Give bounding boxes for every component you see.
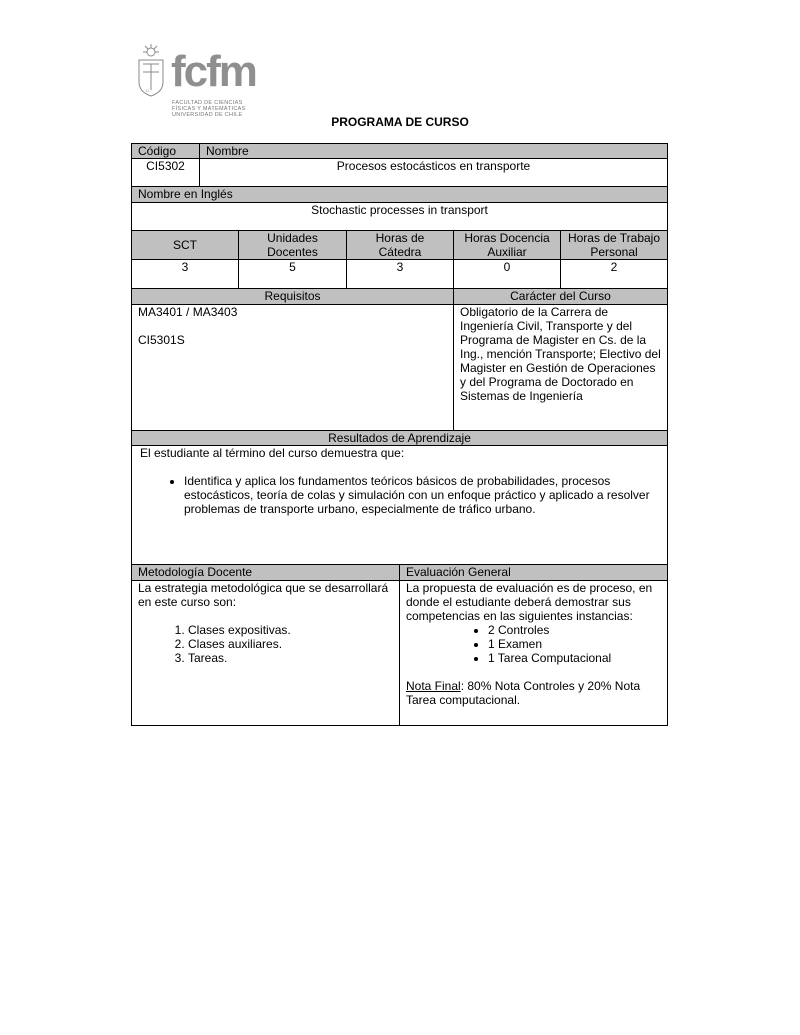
list-item: • Identifica y aplica los fundamentos teóricos básicos de probabilidades, procesos estocásticos, teoría de colas y simulación con un enfoque práctico y aplicado a resolver problemas de transporte urbano, especialmente de tráfico urbano. <box>184 474 659 516</box>
learning-outcomes-list <box>140 474 659 516</box>
methodology-label: Metodología Docente <box>132 565 400 580</box>
course-character-text: Obligatorio de la Carrera de Ingeniería Civil, Transporte y del Programa de Magister en Cs. de la Ing., mención Transporte; Electivo del Magister en Gestión de Operaciones y del Programa de Doctorado en Sistemas de Ingeniería <box>454 304 668 430</box>
methodology-list <box>138 623 393 665</box>
list-item: 3. Tareas. <box>188 651 393 665</box>
requirement-item: CI5301S <box>138 332 185 347</box>
requirements-cell <box>132 304 454 430</box>
list-item: 1. Clases expositivas. <box>188 623 393 637</box>
english-name-label: Nombre en Inglés <box>132 187 668 202</box>
course-name: Procesos estocásticos en transporte <box>200 159 668 187</box>
final-grade-label: Nota Final <box>406 678 461 693</box>
list-item: • 2 Controles <box>488 623 661 637</box>
learning-outcomes-cell <box>132 446 668 565</box>
svg-text:U: U <box>146 88 149 93</box>
learning-outcomes-label: Resultados de Aprendizaje <box>132 431 668 446</box>
auxiliary-hours-header: Horas Docencia Auxiliar <box>454 231 561 260</box>
learning-outcomes-table <box>131 431 668 566</box>
final-grade-text <box>406 679 661 707</box>
sct-value: 3 <box>132 260 239 289</box>
course-code: CI5302 <box>132 159 200 187</box>
evaluation-cell <box>400 580 668 725</box>
code-label: Código <box>132 144 200 159</box>
lecture-hours-header: Horas de Cátedra <box>347 231 454 260</box>
auxiliary-hours-value: 0 <box>454 260 561 289</box>
teaching-units-header: Unidades Docentes <box>239 231 347 260</box>
english-name: Stochastic processes in transport <box>132 202 668 230</box>
list-item: • 1 Examen <box>488 637 661 651</box>
evaluation-label: Evaluación General <box>400 565 668 580</box>
faculty-logo-text: fcfm <box>171 47 256 96</box>
requirement-item: MA3401 / MA3403 <box>138 304 238 319</box>
list-item: • 1 Tarea Computacional <box>488 651 661 665</box>
english-name-table <box>131 187 668 231</box>
course-program-form <box>131 143 668 726</box>
name-label: Nombre <box>200 144 668 159</box>
methodology-intro: La estrategia metodológica que se desarrollará en este curso son: <box>138 580 389 609</box>
evaluation-intro: La propuesta de evaluación es de proceso, en donde el estudiante deberá demostrar sus competencias en las siguientes instancias: <box>406 580 653 623</box>
learning-outcomes-intro: El estudiante al término del curso demuestra que: <box>140 446 405 460</box>
methodology-cell <box>132 580 400 725</box>
personal-work-hours-value: 2 <box>561 260 668 289</box>
faculty-logo-subtitle: FACULTAD DE CIENCIAS FÍSICAS Y MATEMÁTICAS UNIVERSIDAD DE CHILE <box>172 100 246 118</box>
course-identity-table <box>131 143 668 187</box>
methodology-evaluation-table <box>131 565 668 726</box>
sct-header: SCT <box>132 231 239 260</box>
evaluation-list <box>406 623 661 665</box>
final-grade-formula: : 80% Nota Controles y 20% Nota Tarea computacional. <box>406 678 641 707</box>
personal-work-hours-header: Horas de Trabajo Personal <box>561 231 668 260</box>
requirements-label: Requisitos <box>132 289 454 304</box>
course-character-label: Carácter del Curso <box>454 289 668 304</box>
hours-table <box>131 231 668 290</box>
list-item: 2. Clases auxiliares. <box>188 637 393 651</box>
document-title: PROGRAMA DE CURSO <box>331 115 469 129</box>
requirements-table <box>131 289 668 431</box>
teaching-units-value: 5 <box>239 260 347 289</box>
lecture-hours-value: 3 <box>347 260 454 289</box>
